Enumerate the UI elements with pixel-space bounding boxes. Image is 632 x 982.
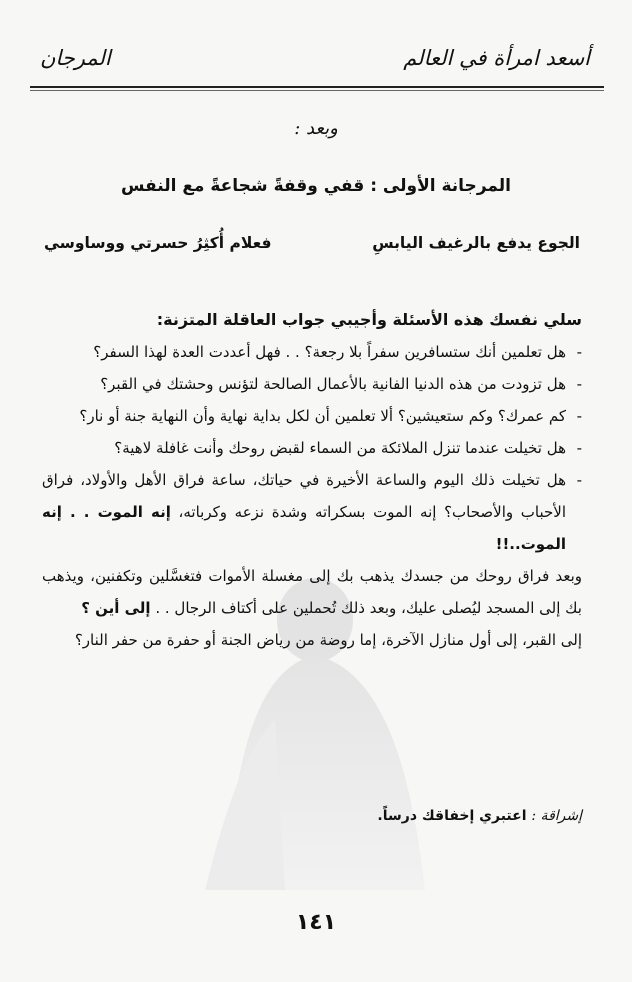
paragraph-one-text: وبعد فراق روحك من جسدك يذهب بك إلى مغسلة الأموات فتغسَّلين وتكفنين، ويذهب بك إلى المسجد ليُصلى عليك، وبعد ذلك تُحملين على أكتاف الرجال . . (42, 567, 582, 617)
paragraph-two: إلى القبر، إلى أول منازل الآخرة، إما روضة من رياض الجنة أو حفرة من حفر النار؟ (74, 631, 582, 649)
ishraqa-note (377, 808, 582, 824)
question-item: - هل تعلمين أنك ستسافرين سفراً بلا رجعة؟ . . فهل أعددت العدة لهذا السفر؟ (93, 343, 582, 361)
ishraqa-label: إشراقة : (531, 808, 582, 824)
question-item: - هل تخيلت عندما تنزل الملائكة من السماء لقبض روحك وأنت غافلة لاهية؟ (114, 439, 582, 457)
header-divider-thin (30, 90, 604, 91)
verse-first-hemistich: الجوع يدفع بالرغيف اليابسِ (372, 234, 580, 252)
death-emphasis: إنه الموت . . إنه الموت..!! (42, 503, 566, 553)
paragraph-one (42, 560, 582, 624)
body-text (42, 304, 582, 656)
question-text: كم عمرك؟ وكم ستعيشين؟ ألا تعلمين أن لكل بداية نهاية وأن النهاية جنة أو نار؟ (79, 407, 566, 425)
question-text: هل تخيلت عندما تنزل الملائكة من السماء لقبض روحك وأنت غافلة لاهية؟ (114, 439, 566, 457)
chapter-title-header: المرجان (40, 46, 111, 70)
verse-second-hemistich: فعلام أُكثِرُ حسرتي ووساوسي (44, 234, 272, 252)
question-item: - هل تزودت من هذه الدنيا الفانية بالأعمال الصالحة لتؤنس وحشتك في القبر؟ (100, 375, 582, 393)
section-title: المرجانة الأولى : قفي وقفةً شجاعةً مع النفس (120, 176, 511, 196)
header-divider (30, 86, 604, 88)
page-number: ١٤١ (295, 910, 337, 935)
book-title-header: أسعد امرأة في العالم (403, 46, 590, 70)
question-text: هل تخيلت ذلك اليوم والساعة الأخيرة في حياتك، ساعة فراق الأهل والأولاد، فراق الأحباب والأصحاب؟ إنه الموت بسكراته وشدة نزعه وكرباته، (42, 471, 566, 521)
intro-word: وبعد : (294, 118, 338, 139)
question-text: هل تزودت من هذه الدنيا الفانية بالأعمال الصالحة لتؤنس وحشتك في القبر؟ (100, 375, 566, 393)
question-text: هل تعلمين أنك ستسافرين سفراً بلا رجعة؟ . . فهل أعددت العدة لهذا السفر؟ (93, 343, 566, 361)
where-emphasis: إلى أين ؟ (81, 599, 151, 617)
ishraqa-text: اعتبري إخفاقك درساً. (377, 808, 527, 824)
questions-intro: سلي نفسك هذه الأسئلة وأجيبي جواب العاقلة المتزنة: (156, 310, 582, 329)
question-item: - كم عمرك؟ وكم ستعيشين؟ ألا تعلمين أن لكل بداية نهاية وأن النهاية جنة أو نار؟ (79, 407, 582, 425)
question-item-last: - هل تخيلت ذلك اليوم والساعة الأخيرة في حياتك، ساعة فراق الأهل والأولاد، فراق الأحباب والأصحاب؟ إنه الموت بسكراته وشدة نزعه وكرباته، إنه الموت . . إنه الموت..!! (42, 471, 582, 553)
